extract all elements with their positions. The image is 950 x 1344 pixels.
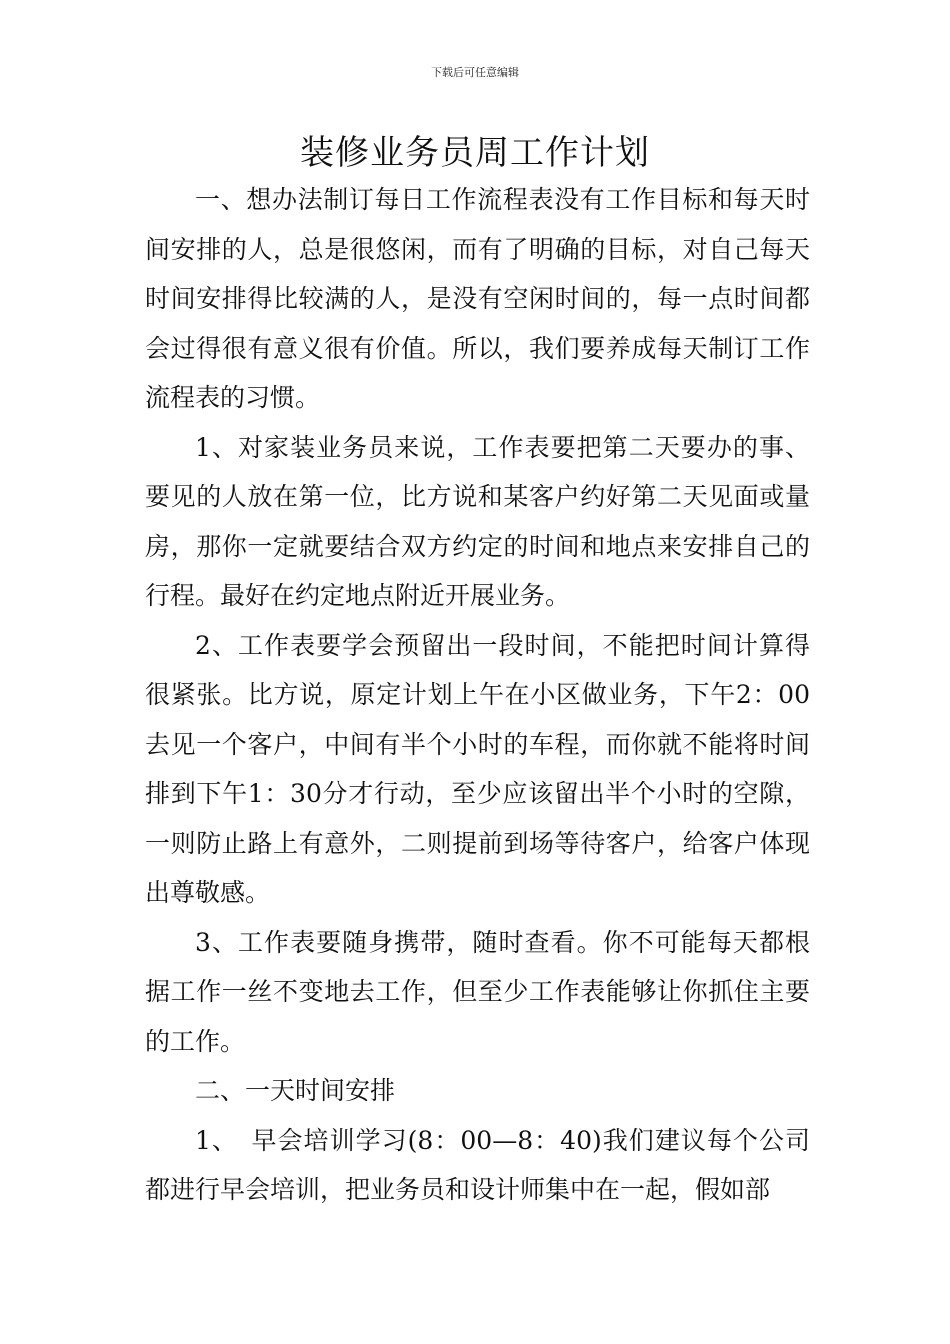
paragraph-point-3: 3、工作表要随身携带，随时查看。你不可能每天都根据工作一丝不变地去工作，但至少工作表能够让你抓住主要的工作。 (145, 927, 810, 1056)
paragraph-section-one: 一、想办法制订每日工作流程表没有工作目标和每天时间安排的人，总是很悠闲，而有了明确的目标，对自己每天时间安排得比较满的人，是没有空闲时间的，每一点时间都会过得很有意义很有价值。所以，我们要养成每天制订工作流程表的习惯。 (145, 185, 810, 412)
section-heading-two: 二、一天时间安排 (195, 1076, 396, 1105)
document-body (145, 175, 810, 1215)
paragraph-point-2: 2、工作表要学会预留出一段时间，不能把时间计算得很紧张。比方说，原定计划上午在小区做业务，下午2：00去见一个客户，中间有半个小时的车程，而你就不能将时间排到下午1：30分才行动，至少应该留出半个小时的空隙，一则防止路上有意外，二则提前到场等待客户，给客户体现出尊敬感。 (145, 630, 810, 907)
paragraph-morning-meeting: 1、 早会培训学习(8：00—8：40)我们建议每个公司都进行早会培训，把业务员和设计师集中在一起，假如部 (145, 1125, 810, 1204)
header-note: 下载后可任意编辑 (431, 66, 519, 79)
paragraph-point-1: 1、对家装业务员来说，工作表要把第二天要办的事、要见的人放在第一位，比方说和某客户约好第二天见面或量房，那你一定就要结合双方约定的时间和地点来安排自己的行程。最好在约定地点附近开展业务。 (145, 432, 810, 610)
document-title: 装修业务员周工作计划 (300, 133, 650, 173)
